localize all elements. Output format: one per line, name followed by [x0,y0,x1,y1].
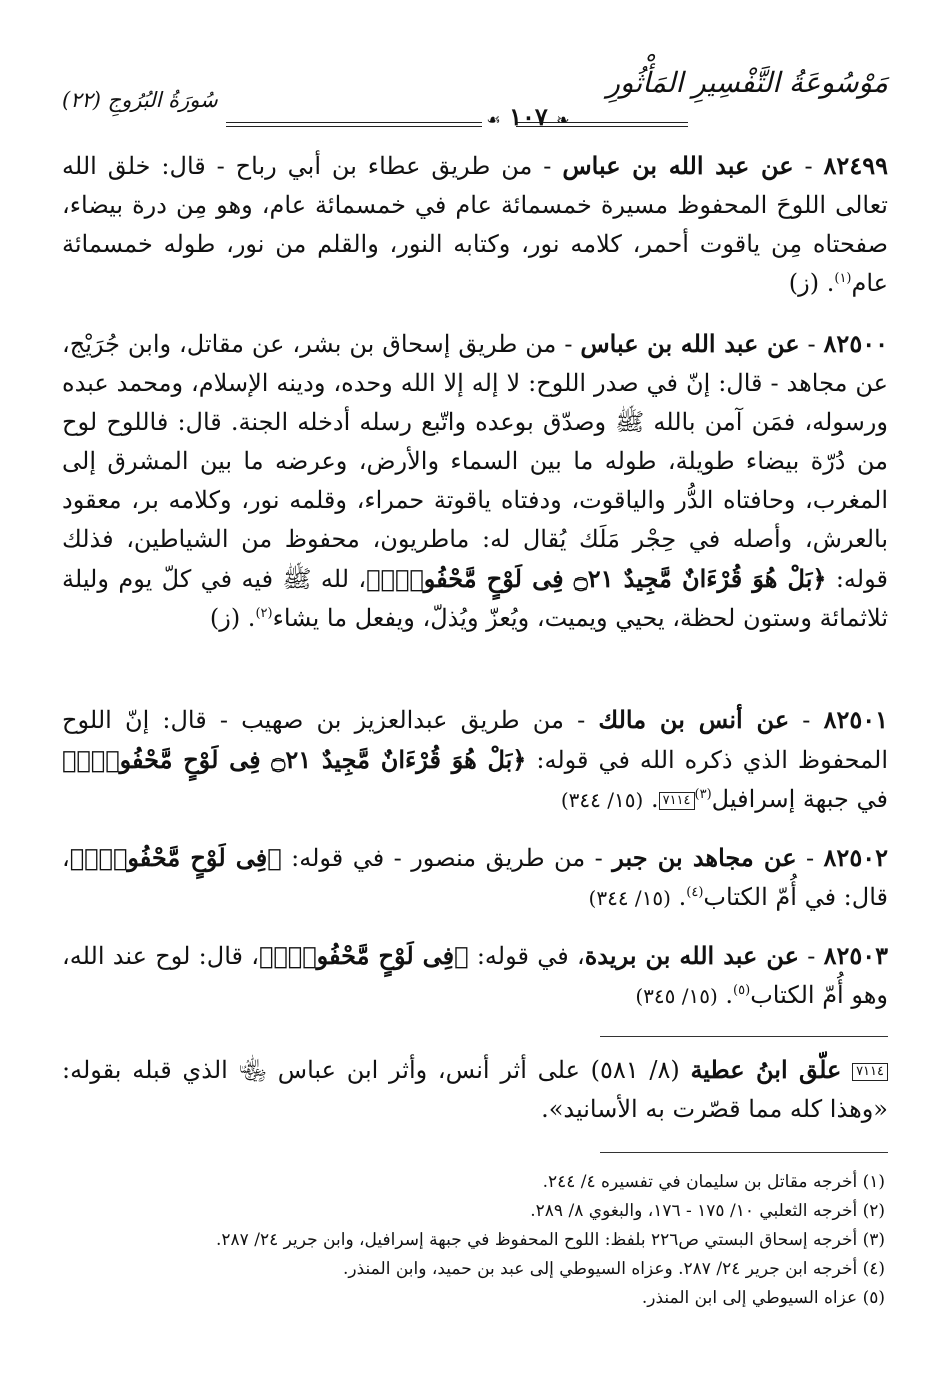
narration-text: - من طريق إسحاق بن بشر، عن مقاتل، وابن جُرَيْج، عن مجاهد - قال: إنّ في صدر اللوح: لا إله إلا الله وحده، ودينه الإسلام، ومحمد عبده ورسوله، فمَن آمن بالله ﷺ وصدّق بوعده واتّبع رسله أدخله الجنة. قال: فاللوح لوح من دُرّة بيضاء طويلة، طوله ما بين السماء والأرض، وعرضه ما بين المشرق إلى المغرب، وحافتاه الدُّر والياقوت، ودفتاه ياقوتة حمراء، وقلمه نور، وكلامه بر، معقود بالعرش، وأصله في حِجْر مَلَك يُقال له: ماطريون، محفوظ من الشياطين، فذلك قوله: [62,330,888,593]
entry-ending: . (ز) [209,604,256,632]
cross-reference-box: ٧١١٤ [852,1063,888,1081]
ornament-icon: ☙ [486,110,501,129]
entry-number: ٨٢٥٠٣ [823,941,889,970]
footnote: (٢) أخرجه الثعلبي ١٠/ ١٧٥ - ١٧٦، والبغوي ٨/ ٢٨٩. [530,1201,885,1221]
page-header [62,66,888,130]
book-title: مَوْسُوعَةُ التَّفْسِيرِ المَأْثُورِ [606,66,888,99]
narration-text: ، قال: في أُمّ الكتاب [62,844,888,911]
surah-title: سُورَةُ البُرُوجِ (٢٢) [62,88,218,112]
footnote: (١) أخرجه مقاتل بن سليمان في تفسيره ٤/ ٢٤٤. [542,1172,885,1192]
quran-verse: ﴿فِى لَوْحٍ مَّحْفُوظٍۭ﴾ [259,941,469,970]
quran-verse: ﴿فِى لَوْحٍ مَّحْفُوظٍۭ﴾ [69,843,282,872]
narration-entry: ٨٢٥٠٢ - عن مجاهد بن جبر - من طريق منصور - في قوله: ﴿فِى لَوْحٍ مَّحْفُوظٍۭ﴾، قال: في أُمّ الكتاب$^{(٤)}$. (١٥/ ٣٤٤) [62,843,888,911]
page-number [480,102,576,131]
narrator-name: عن عبد الله بن عباس [580,329,800,358]
narration-text: ، في قوله: [476,942,585,970]
header-rule [226,122,482,123]
section-divider [600,1036,888,1037]
narrator-name: عن مجاهد بن جبر [612,843,797,872]
footnote-marker: (٤) [686,885,704,900]
narration-text: - من طريق عطاء بن أبي رباح - قال: خلق الله تعالى اللوحَ المحفوظ مسيرة خمسمائة عام في خمسمائة عام، وهو مِن درة بيضاء، صفحتاه مِن ياقوت أحمر، كلامه نور، وكتابه النور، والقلم من نور، طوله خمسمائة عام [62,152,888,297]
volume-reference: (١٥/ ٣٤٤) [588,886,671,910]
narration-text: ، قال: لوح عند الله، وهو أُمّ الكتاب [62,942,888,1009]
entry-ending: . [650,785,659,813]
ornament-icon: ❧ [556,110,570,129]
footnote-marker: (١) [834,271,852,286]
commentary-text: (٨/ ٥٨١) على أثر أنس، وأثر ابن عباس ﵄ الذي قبله بقوله: «وهذا كله مما قصّرت به الأسانيد». [62,1056,888,1123]
narrator-name: عن أنس بن مالك [598,705,790,734]
entry-number: ٨٢٤٩٩ [823,151,888,180]
footnote: (٤) أخرجه ابن جرير ٢٤/ ٢٨٧. وعزاه السيوطي إلى عبد بن حميد، وابن المنذر. [343,1259,885,1279]
commentary-lead: علّق ابنُ عطية [690,1055,842,1084]
page-number-text: ١٠٧ [509,102,548,131]
narration-text: ، لله ﷺ فيه في كلّ يوم وليلة ثلاثمائة وستون لحظة، يحيي ويميت، ويُعزّ ويُذلّ، ويفعل ما يشاء [62,565,888,632]
narration-text: - من طريق منصور - في قوله: [291,844,603,872]
quran-verse: ﴿بَلْ هُوَ قُرْءَانٌ مَّجِيدٌ ۝٢١ فِى لَوْحٍ مَّحْفُوظٍۭ﴾ [62,745,527,774]
footnote-marker: (٣) [694,787,712,802]
header-rule [226,126,482,127]
footnotes [59,1168,885,1313]
quran-verse: ﴿بَلْ هُوَ قُرْءَانٌ مَّجِيدٌ ۝٢١ فِى لَوْحٍ مَّحْفُوظٍۭ﴾ [366,564,827,593]
entry-ending: . (ز) [788,269,835,297]
footnote-divider [600,1152,888,1153]
footnote: (٥) عزاه السيوطي إلى ابن المنذر. [641,1288,885,1308]
footnote-marker: (٢) [255,606,273,621]
narration-text: في جبهة إسرافيل [711,785,888,813]
narration-entry: ٨٢٤٩٩ - عن عبد الله بن عباس - من طريق عطاء بن أبي رباح - قال: خلق الله تعالى اللوحَ المحفوظ مسيرة خمسمائة عام في خمسمائة عام، وهو مِن درة بيضاء، صفحتاه مِن ياقوت أحمر، كلامه نور، وكتابه النور، والقلم من نور، طوله خمسمائة عام$^{(١)}$. (ز) [62,151,888,297]
entry-number: ٨٢٥٠١ [823,705,889,734]
narration-entry: ٨٢٥٠٣ - عن عبد الله بن بريدة، في قوله: ﴿فِى لَوْحٍ مَّحْفُوظٍۭ﴾، قال: لوح عند الله، وهو أُمّ الكتاب$^{(٥)}$. (١٥/ ٣٤٥) [62,941,889,1009]
entry-ending: . [678,883,687,911]
narrator-name: عن عبد الله بن بريدة [584,941,799,970]
entry-number: ٨٢٥٠٠ [823,329,888,358]
narrator-name: عن عبد الله بن عباس [562,151,794,180]
narration-text: - من طريق عبدالعزيز بن صهيب - قال: إنّ اللوح المحفوظ الذي ذكره الله في قوله: [62,706,888,774]
narration-entry: ٨٢٥٠١ - عن أنس بن مالك - من طريق عبدالعزيز بن صهيب - قال: إنّ اللوح المحفوظ الذي ذكره الله في قوله: ﴿بَلْ هُوَ قُرْءَانٌ مَّجِيدٌ ۝٢١ فِى لَوْحٍ مَّحْفُوظٍۭ﴾ في جبهة إسرافيل$^{(٣)}$٧١١٤. (١٥/ ٣٤٤) [62,705,889,813]
entry-number: ٨٢٥٠٢ [823,843,888,872]
entry-ending: . [725,981,734,1009]
volume-reference: (١٥/ ٣٤٥) [635,984,718,1008]
footnote-marker: (٥) [733,983,751,998]
narration-entry: ٨٢٥٠٠ - عن عبد الله بن عباس - من طريق إسحاق بن بشر، عن مقاتل، وابن جُرَيْج، عن مجاهد - قال: إنّ في صدر اللوح: لا إله إلا الله وحده، ودينه الإسلام، ومحمد عبده ورسوله، فمَن آمن بالله ﷺ وصدّق بوعده واتّبع رسله أدخله الجنة. قال: فاللوح لوح من دُرّة بيضاء طويلة، طوله ما بين السماء والأرض، وعرضه ما بين المشرق إلى المغرب، وحافتاه الدُّر والياقوت، ودفتاه ياقوتة حمراء، وقلمه نور، وكلامه بر، معقود بالعرش، وأصله في حِجْر مَلَك يُقال له: ماطريون، محفوظ من الشياطين، فذلك قوله: ﴿بَلْ هُوَ قُرْءَانٌ مَّجِيدٌ ۝٢١ فِى لَوْحٍ مَّحْفُوظٍۭ﴾، لله ﷺ فيه في كلّ يوم وليلة ثلاثمائة وستون لحظة، يحيي ويميت، ويُعزّ ويُذلّ، ويفعل ما يشاء$^{(٢)}$. (ز) [62,329,888,632]
footnote: (٣) أخرجه إسحاق البستي ص٢٢٦ بلفظ: اللوح المحفوظ في جبهة إسرافيل، وابن جرير ٢٤/ ٢٨٧. [216,1230,885,1250]
commentary-note [62,1050,888,1129]
cross-reference-box: ٧١١٤ [659,792,695,810]
volume-reference: (١٥/ ٣٤٤) [560,788,644,812]
